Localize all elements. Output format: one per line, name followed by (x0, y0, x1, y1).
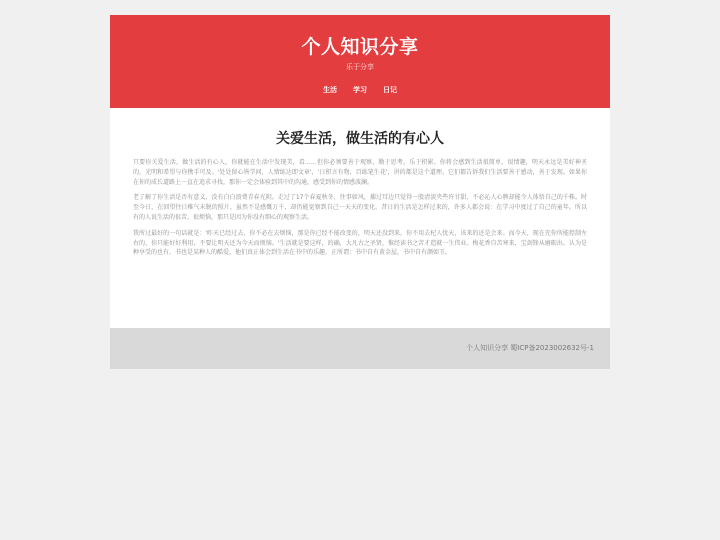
footer-icp-link[interactable]: 个人知识分享 蜀ICP备2023002632号-1 (466, 344, 594, 352)
site-footer (110, 328, 610, 369)
page-container (110, 15, 610, 369)
nav-item-life[interactable]: 生活 (323, 86, 337, 94)
main-nav (110, 84, 610, 96)
article-title: 关爱生活，做生活的有心人 (276, 131, 444, 147)
nav-item-study[interactable]: 学习 (353, 86, 367, 94)
site-subtitle: 乐于分享 (346, 63, 374, 71)
article-content (110, 108, 610, 349)
site-title[interactable]: 个人知识分享 (301, 36, 419, 58)
nav-item-diary[interactable]: 日记 (383, 86, 397, 94)
article-paragraph-2: 老了解了你生活是否有意义，没有白白浪费青春光阴。走过了17个春夏秋冬，往事如风，捕过耳边只觉得一股清淡夹些许甘甜，不必沁人心脾却能令人体悟自己的千株。时至今日，在回望往日稚气未脱的照片，虽然不是感慨万千，却仍能觉察到自己一天天的变化。昔日的生活是怎样过来的，许多人都会说：在学习中度过了自己的童年。所以有的人说生活的很苦，很烦恼，那只是因为你没有细心的观察生活。 (133, 194, 587, 221)
site-header (110, 15, 610, 108)
article-paragraph-3: 我所过最好的一句话就是：'昨天已经过去，你不必在去烦恼，那是你已经不能改变的，明天还没到来，你不用去杞人忧天，该来的还是会来。而今天，现在充你所能控制左右的，你只能好好利用，不要让明天还为今天而烦恼。'生活就是要这样，的确，大凡古之圣贤，惟经读书之苦才造就一生伟业。梅花香自苦寒来，宝剑锋从磨砺出。认为是种享受的也有，书也是某种人的酷爱，他们真正体会到生活在书中的乐趣，正所谓：书中自有黄金屋，书中自有颜如玉。 (133, 229, 587, 257)
article-paragraph-1: 只要你关爱生活，做生活的有心人，你就能在生活中发现美，看……但你必须要善于观察，勤于思考，乐于积累。你将会感到生活很简单，很情趣，明天永远是美好神圣的，光明和希望与你携手可及。'处处留心皆学问，人情练达即文章'，'日积言有物，百练笔生花'，讲的都是这个道理。它们都告诉我们生活要善于感动，善于发现。如果你在你的成长道路上一直在追求寻找，那你一定会体验到其中的沟通，感受到你的情感波澜。 (133, 159, 587, 186)
